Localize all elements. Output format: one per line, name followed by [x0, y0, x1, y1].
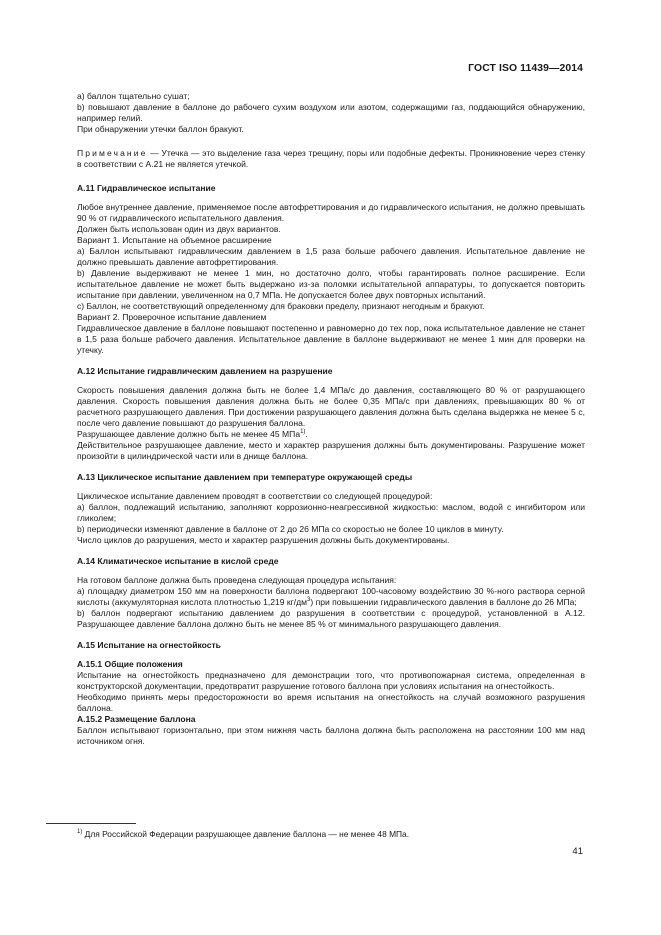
- paragraph: Число циклов до разрушения, место и характер разрушения должны быть документированы.: [77, 535, 450, 545]
- paragraph: [77, 429, 585, 440]
- section-title-a12: А.12 Испытание гидравлическим давлением на разрушение: [77, 366, 333, 376]
- paragraph: а) баллон, подлежащий испытанию, заполняют коррозионно-неагрессивной жидкостью: маслом, водой с ингибитором или гликолем;: [77, 502, 585, 523]
- paragraph: Вариант 1. Испытание на объемное расширение: [77, 235, 272, 245]
- burst-pressure-text: Разрушающее давление должно быть не менее 45 МПа: [77, 429, 301, 439]
- section-title-a15: А.15 Испытание на огнестойкость: [77, 640, 221, 650]
- paragraph: а) баллон тщательно сушат;: [77, 91, 190, 101]
- main-text: [77, 91, 585, 747]
- footnote-divider: [46, 823, 136, 824]
- paragraph: Любое внутреннее давление, применяемое после автофреттирования и до гидравлического испытания, не должно превышать 90 % от гидравлического испытательного давления.: [77, 202, 585, 223]
- paragraph: b) повышают давление в баллоне до рабочего сухим воздухом или азотом, содержащими газ, поддающийся обнаружению, например гелий.: [77, 102, 585, 123]
- subsection-title-a151: А.15.1 Общие положения: [77, 659, 183, 669]
- note-text: — Утечка — это выделение газа через трещину, поры или подобные дефекты. Проникновение через стенку в соответствии с А.21 не является утечкой.: [77, 148, 585, 169]
- paragraph: Гидравлическое давление в баллоне повышают постепенно и равномерно до тех пор, пока испытательное давление не станет в 1,5 раза больше рабочего давления. Испытательное давление в баллоне выдерживают не менее 1 мин для проверки на утечку.: [77, 323, 585, 355]
- paragraph: Необходимо принять меры предосторожности во время испытания на огнестойкость на случай возможного разрушения баллона.: [77, 692, 585, 713]
- paragraph: Испытание на огнестойкость предназначено для демонстрации того, что противопожарная система, определенная в конструкторской документации, предотвратит разрушение готового баллона при условиях испытания на огнестойкость.: [77, 670, 585, 691]
- paragraph: [77, 586, 585, 608]
- paragraph: Баллон испытывают горизонтально, при этом нижняя часть баллона должна быть расположена на расстоянии 100 мм над источником огня.: [77, 725, 585, 746]
- section-title-a14: А.14 Климатическое испытание в кислой среде: [77, 556, 279, 566]
- paragraph: Вариант 2. Проверочное испытание давлением: [77, 312, 267, 322]
- standard-header: ГОСТ ISO 11439—2014: [468, 63, 583, 74]
- paragraph: Скорость повышения давления должна быть не более 1,4 МПа/с до давления, составляющего 80 % от разрушающего давления. Скорость повышения давления должна быть не более 0,35 МПа/с при давлениях, превышающих 80 % от расчетного разрушающего давления. При достижении разрушающего давления должна быть сделана выдержка не менее 5 с, после чего давление повышают до разрушения баллона.: [77, 385, 585, 428]
- footnote-mark: 1): [77, 829, 83, 835]
- paragraph: с) Баллон, не соответствующий определенному для браковки пределу, признают негодным и бракуют.: [77, 301, 485, 311]
- footnote: [77, 829, 409, 839]
- superscript: 3: [307, 597, 311, 603]
- paragraph: При обнаружении утечки баллон бракуют.: [77, 124, 244, 134]
- paragraph: Циклическое испытание давлением проводят в соответствии со следующей процедурой:: [77, 491, 433, 501]
- acid-test-text: а) площадку диаметром 150 мм на поверхности баллона подвергают 100-часовому воздействию 30 %-ного раствора серной кислоты (аккумуляторная кислота плотностью 1,219 кг/дм: [77, 586, 585, 607]
- section-title-a13: А.13 Циклическое испытание давлением при температуре окружающей среды: [77, 472, 413, 482]
- paragraph: b) баллон подвергают испытанию давлением до разрушения в соответствии с процедурой, установленной в А.12. Разрушающее давление баллона должно быть не менее 85 % от минимального разрушающего давления.: [77, 608, 585, 629]
- paragraph: На готовом баллоне должна быть проведена следующая процедура испытания:: [77, 575, 397, 585]
- section-title-a11: А.11 Гидравлическое испытание: [77, 183, 216, 193]
- note-label: Примечание: [77, 148, 148, 158]
- punctuation: .: [305, 429, 308, 439]
- paragraph: b) периодически изменяют давление в баллоне от 2 до 26 МПа со скоростью не более 10 циклов в минуту.: [77, 524, 504, 534]
- paragraph: Должен быть использован один из двух вариантов.: [77, 224, 281, 234]
- subsection-title-a152: А.15.2 Размещение баллона: [77, 714, 196, 724]
- footnote-ref: 1): [300, 429, 306, 435]
- paragraph: а) Баллон испытывают гидравлическим давлением в 1,5 раза больше рабочего давления. Испытательное давление не должно превышать давление автофреттирования.: [77, 246, 585, 267]
- page-number: 41: [572, 846, 583, 857]
- paragraph: Действительное разрушающее давление, место и характер разрушения должны быть документированы. Разрушение может произойти в цилиндрической части или в днище баллона.: [77, 440, 585, 461]
- acid-test-text-end: ) при повышении гидравлического давления в баллоне до 26 МПа;: [310, 597, 577, 607]
- paragraph: b) Давление выдерживают не менее 1 мин, но достаточно долго, чтобы гарантировать полное расширение. Если испытательное давление не может быть выдержано из-за поломки испытательной аппаратуры, то допускается повторить испытание при давлении, увеличенном на 0,7 МПа. Не допускается более двух повторных испытаний.: [77, 268, 585, 300]
- footnote-text: Для Российской Федерации разрушающее давление баллона — не менее 48 МПа.: [82, 829, 410, 839]
- note: [77, 148, 585, 170]
